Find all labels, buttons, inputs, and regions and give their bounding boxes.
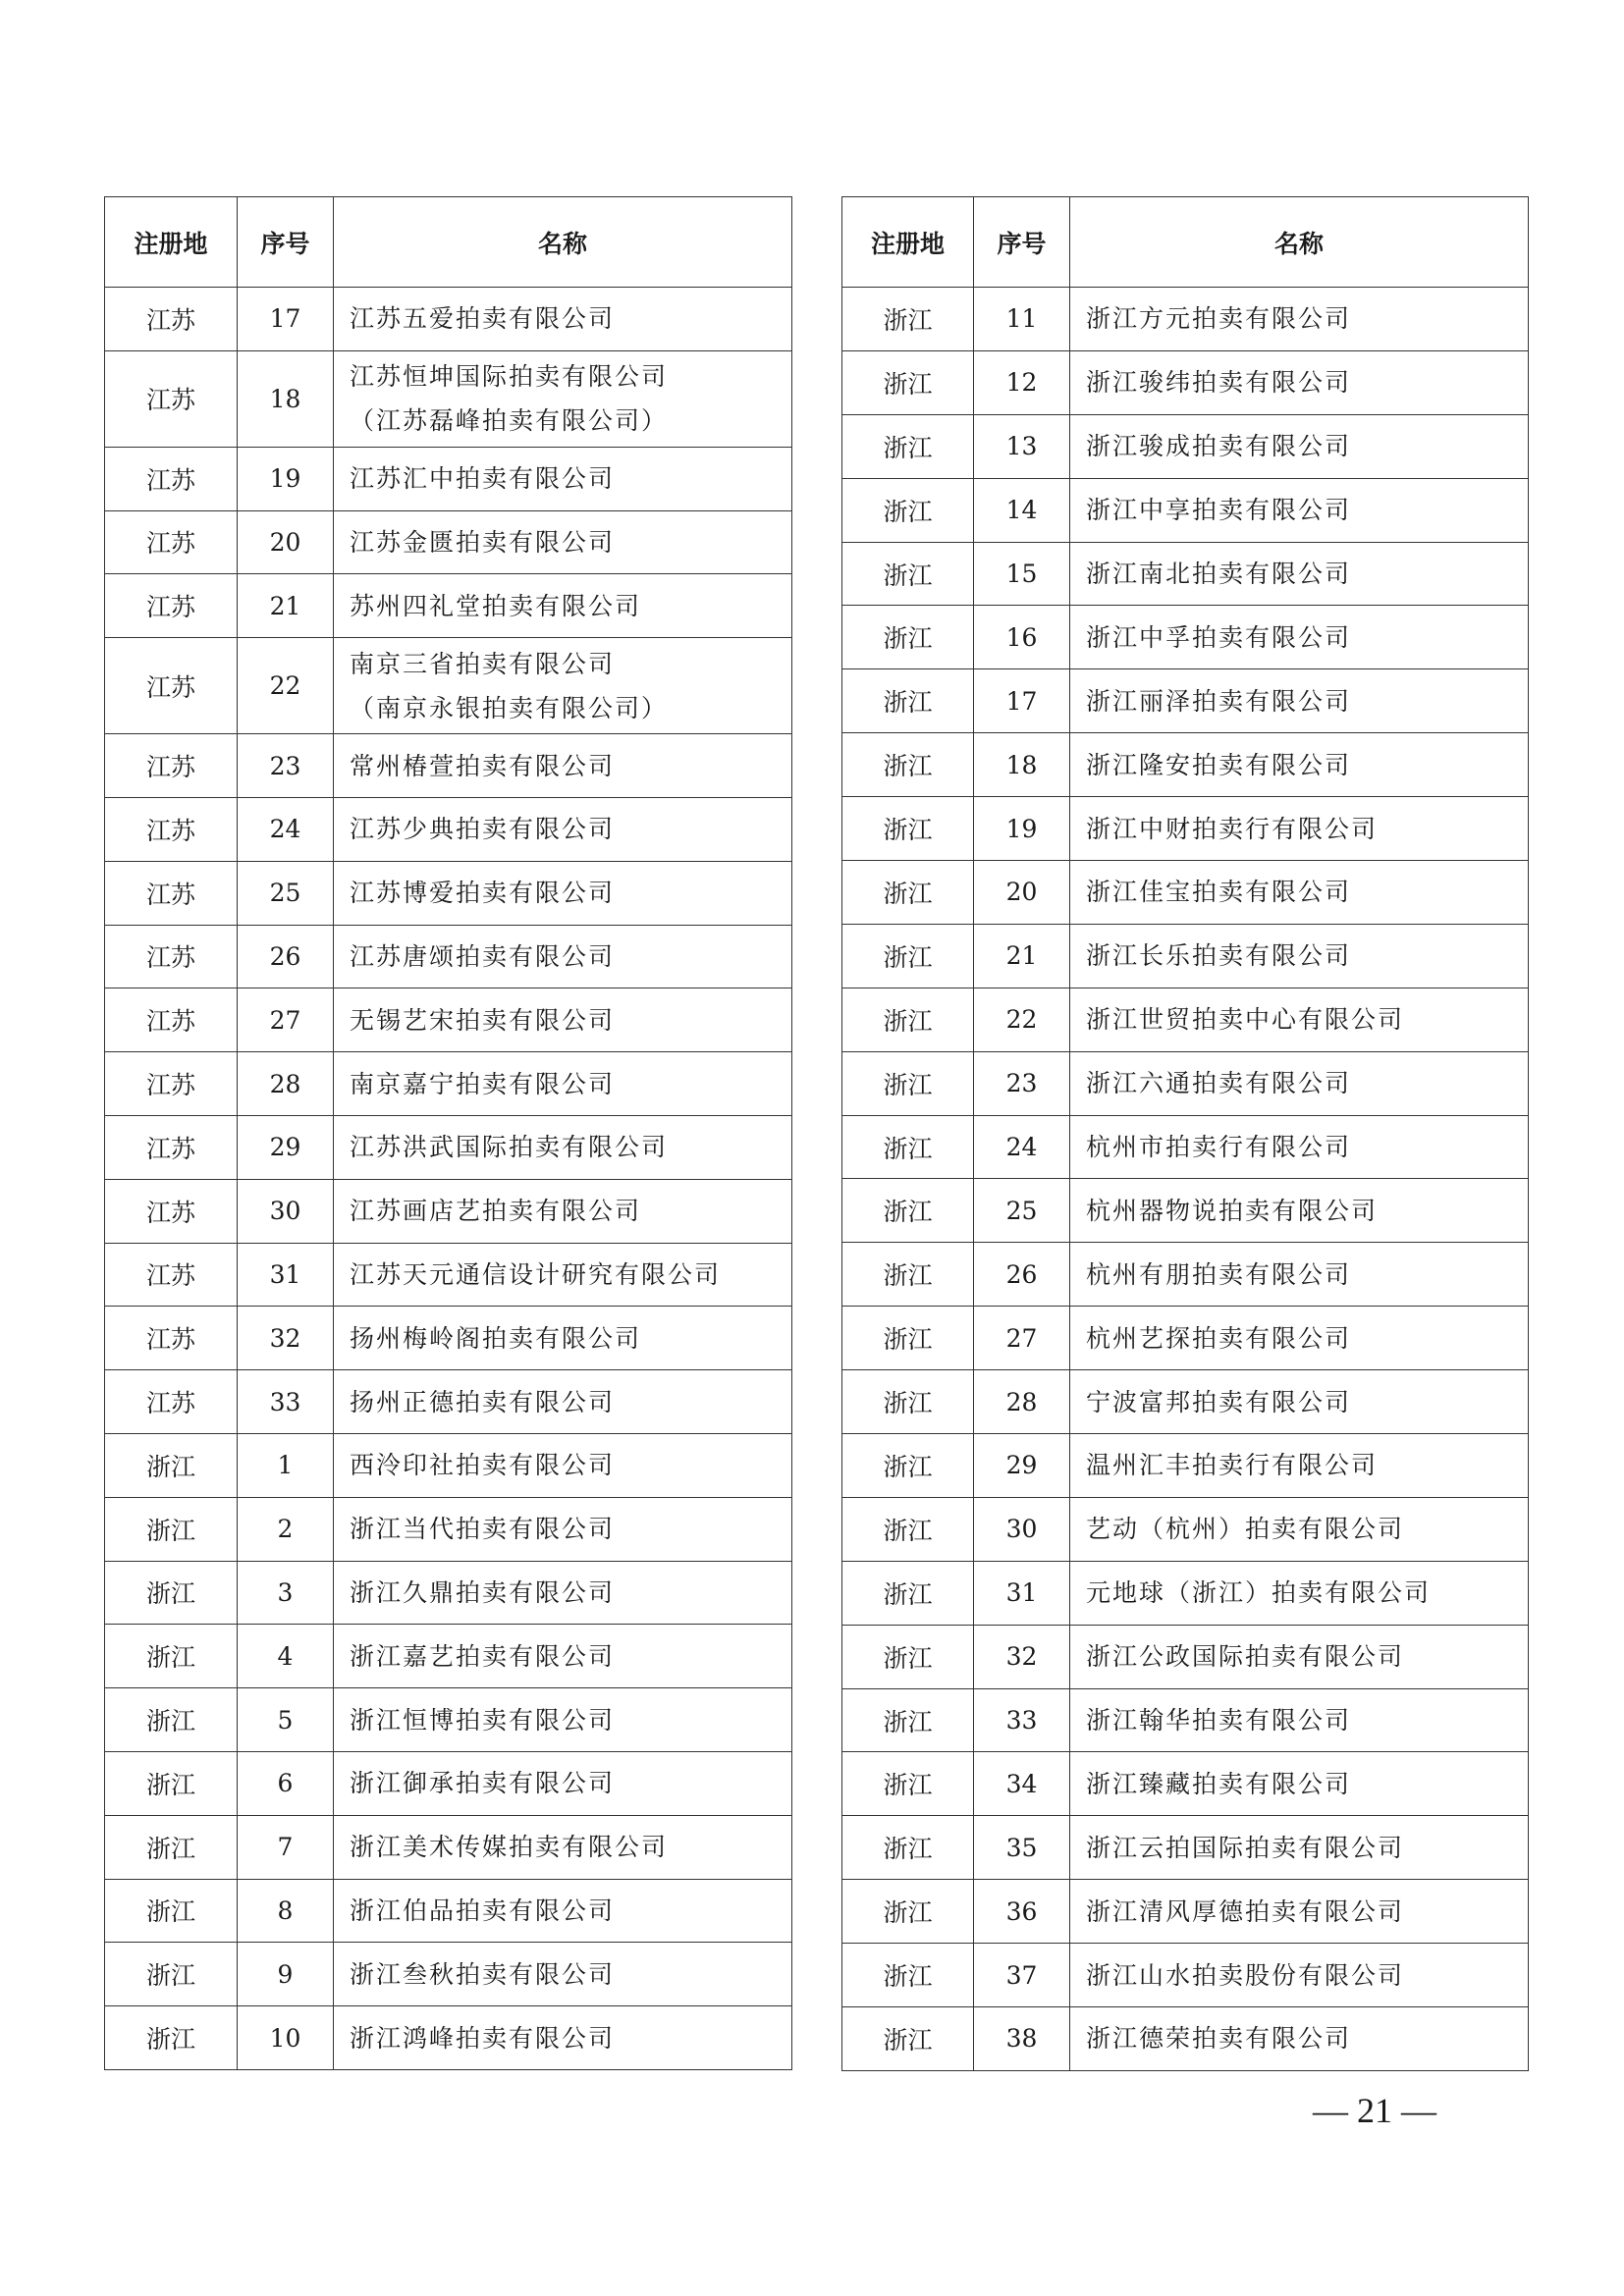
region-cell: 浙江 (105, 1751, 238, 1815)
table-row (105, 1561, 792, 1625)
seq-cell: 19 (238, 447, 334, 510)
company-name-cell (334, 288, 792, 351)
region-cell: 浙江 (842, 414, 974, 478)
company-name: 浙江骏成拍卖有限公司 (1086, 432, 1352, 461)
company-name-cell (1070, 924, 1529, 988)
table-row (105, 1751, 792, 1815)
company-name-cell (334, 638, 792, 734)
region-cell: 浙江 (842, 797, 974, 861)
table-row (842, 1688, 1529, 1752)
table-row (842, 350, 1529, 414)
region-cell: 浙江 (842, 350, 974, 414)
region-cell: 江苏 (105, 861, 238, 925)
company-name-cell (1070, 1115, 1529, 1179)
company-name: 浙江鸿峰拍卖有限公司 (350, 2023, 616, 2053)
seq-cell: 24 (238, 797, 334, 861)
region-cell: 江苏 (105, 1307, 238, 1370)
table-row (105, 734, 792, 798)
seq-cell: 27 (974, 1307, 1070, 1370)
company-name: 扬州正德拍卖有限公司 (350, 1387, 616, 1416)
company-name-cell (1070, 861, 1529, 925)
company-name: 浙江长乐拍卖有限公司 (1086, 941, 1352, 971)
table-row (842, 478, 1529, 542)
company-name: 浙江丽泽拍卖有限公司 (1086, 686, 1352, 716)
seq-cell: 8 (238, 1879, 334, 1943)
company-name-cell (1070, 414, 1529, 478)
table-row (105, 1879, 792, 1943)
region-cell: 浙江 (105, 1879, 238, 1943)
company-name-cell (1070, 1816, 1529, 1880)
company-name: 浙江隆安拍卖有限公司 (1086, 750, 1352, 779)
seq-cell: 4 (238, 1625, 334, 1688)
region-cell: 浙江 (842, 1944, 974, 2007)
company-name-cell (334, 1115, 792, 1179)
region-cell: 浙江 (842, 1625, 974, 1688)
company-name: 浙江德荣拍卖有限公司 (1086, 2024, 1352, 2054)
company-name: 浙江中享拍卖有限公司 (1086, 496, 1352, 525)
region-cell: 浙江 (105, 2006, 238, 2070)
company-name-cell (1070, 2007, 1529, 2071)
company-name-cell (334, 1561, 792, 1625)
seq-cell: 28 (974, 1370, 1070, 1434)
seq-cell: 14 (974, 478, 1070, 542)
seq-cell: 25 (974, 1179, 1070, 1243)
company-name: 苏州四礼堂拍卖有限公司 (350, 591, 642, 620)
company-name: 江苏博爱拍卖有限公司 (350, 879, 616, 908)
table-row (105, 1307, 792, 1370)
seq-cell: 13 (974, 414, 1070, 478)
company-name-cell (334, 1243, 792, 1307)
seq-cell: 25 (238, 861, 334, 925)
company-name-cell (1070, 1051, 1529, 1115)
company-name-cell (1070, 1625, 1529, 1688)
region-cell: 浙江 (842, 1752, 974, 1816)
company-name: 南京三省拍卖有限公司 (350, 649, 616, 678)
table-row (842, 542, 1529, 606)
seq-cell: 18 (974, 733, 1070, 797)
company-table-right (841, 196, 1529, 2071)
table-row (842, 1880, 1529, 1944)
company-name-cell (334, 510, 792, 574)
region-cell: 浙江 (842, 1880, 974, 1944)
seq-cell: 12 (974, 350, 1070, 414)
seq-cell: 29 (238, 1115, 334, 1179)
seq-cell: 1 (238, 1433, 334, 1497)
seq-cell: 30 (974, 1497, 1070, 1561)
seq-cell: 9 (238, 1943, 334, 2006)
table-row (842, 1944, 1529, 2007)
company-name-cell (334, 447, 792, 510)
seq-cell: 5 (238, 1688, 334, 1752)
company-name: 浙江叁秋拍卖有限公司 (350, 1959, 616, 1989)
company-name: 无锡艺宋拍卖有限公司 (350, 1005, 616, 1035)
seq-cell: 18 (238, 350, 334, 447)
company-name-cell (1070, 1179, 1529, 1243)
company-table-left (104, 196, 792, 2070)
company-name-cell (1070, 1497, 1529, 1561)
company-name-cell (334, 1307, 792, 1370)
region-cell: 江苏 (105, 350, 238, 447)
table-row (842, 1115, 1529, 1179)
company-name: 浙江世贸拍卖中心有限公司 (1086, 1005, 1405, 1035)
company-name-cell (334, 1879, 792, 1943)
header-name: 名称 (1070, 197, 1529, 288)
table-row (842, 861, 1529, 925)
company-name: 温州汇丰拍卖行有限公司 (1086, 1451, 1379, 1480)
company-name: 浙江山水拍卖股份有限公司 (1086, 1960, 1405, 1990)
region-cell: 浙江 (842, 542, 974, 606)
region-cell: 浙江 (842, 1816, 974, 1880)
table-row (105, 1243, 792, 1307)
company-name: 浙江当代拍卖有限公司 (350, 1515, 616, 1544)
company-name-cell (1070, 1370, 1529, 1434)
seq-cell: 26 (238, 925, 334, 988)
header-region: 注册地 (842, 197, 974, 288)
company-name: 浙江六通拍卖有限公司 (1086, 1069, 1352, 1098)
seq-cell: 17 (238, 288, 334, 351)
region-cell: 浙江 (105, 1943, 238, 2006)
company-name-cell (334, 1688, 792, 1752)
table-row (842, 288, 1529, 351)
company-name-cell (334, 574, 792, 638)
table-row (105, 510, 792, 574)
company-name-cell (334, 350, 792, 447)
company-name-cell (1070, 733, 1529, 797)
table-row (842, 1752, 1529, 1816)
seq-cell: 28 (238, 1052, 334, 1116)
region-cell: 浙江 (842, 1497, 974, 1561)
seq-cell: 21 (238, 574, 334, 638)
seq-cell: 33 (238, 1370, 334, 1434)
table-row (842, 1370, 1529, 1434)
table-row (105, 1688, 792, 1752)
table-row (842, 1497, 1529, 1561)
table-row (105, 1815, 792, 1879)
region-cell: 江苏 (105, 797, 238, 861)
company-name: 浙江恒博拍卖有限公司 (350, 1705, 616, 1735)
company-name-cell (334, 1433, 792, 1497)
company-name: 江苏天元通信设计研究有限公司 (350, 1259, 722, 1289)
table-row (105, 1052, 792, 1116)
header-seq: 序号 (238, 197, 334, 288)
seq-cell: 20 (238, 510, 334, 574)
region-cell: 江苏 (105, 925, 238, 988)
company-name: 浙江南北拍卖有限公司 (1086, 560, 1352, 588)
company-name: 杭州艺探拍卖有限公司 (1086, 1323, 1352, 1353)
table-row (105, 1370, 792, 1434)
company-name: 扬州梅岭阁拍卖有限公司 (350, 1323, 642, 1353)
region-cell: 浙江 (842, 1051, 974, 1115)
table-row (105, 797, 792, 861)
region-cell: 浙江 (842, 1688, 974, 1752)
region-cell: 浙江 (842, 924, 974, 988)
company-name-cell (334, 1179, 792, 1243)
region-cell: 江苏 (105, 510, 238, 574)
table-row (842, 1179, 1529, 1243)
seq-cell: 30 (238, 1179, 334, 1243)
company-name-cell (1070, 1944, 1529, 2007)
region-cell: 浙江 (105, 1688, 238, 1752)
company-name: 浙江翰华拍卖有限公司 (1086, 1706, 1352, 1735)
company-name-cell (1070, 1307, 1529, 1370)
seq-cell: 19 (974, 797, 1070, 861)
table-row (842, 797, 1529, 861)
company-name-cell (1070, 1752, 1529, 1816)
company-name-cell (1070, 606, 1529, 669)
company-name: 浙江公政国际拍卖有限公司 (1086, 1642, 1405, 1672)
company-name-cell (1070, 350, 1529, 414)
table-row (842, 988, 1529, 1051)
table-header-row (842, 197, 1529, 288)
seq-cell: 32 (974, 1625, 1070, 1688)
company-name-cell (334, 797, 792, 861)
company-name: 杭州市拍卖行有限公司 (1086, 1133, 1352, 1162)
table-row (842, 1434, 1529, 1498)
table-row (842, 606, 1529, 669)
region-cell: 浙江 (842, 861, 974, 925)
seq-cell: 15 (974, 542, 1070, 606)
company-name-cell (1070, 988, 1529, 1051)
company-name-cell (334, 925, 792, 988)
region-cell: 浙江 (842, 1115, 974, 1179)
seq-cell: 7 (238, 1815, 334, 1879)
table-row (105, 925, 792, 988)
region-cell: 江苏 (105, 1052, 238, 1116)
table-header-row (105, 197, 792, 288)
table-row (105, 1115, 792, 1179)
seq-cell: 2 (238, 1497, 334, 1561)
table-row (842, 414, 1529, 478)
company-name: 浙江美术传媒拍卖有限公司 (350, 1833, 669, 1862)
table-row (105, 288, 792, 351)
seq-cell: 35 (974, 1816, 1070, 1880)
company-name: 浙江云拍国际拍卖有限公司 (1086, 1833, 1405, 1862)
table-row (105, 1943, 792, 2006)
region-cell: 浙江 (842, 1370, 974, 1434)
table-row (842, 1243, 1529, 1307)
company-name: 江苏金匮拍卖有限公司 (350, 527, 616, 557)
table-row (105, 447, 792, 510)
company-name: 浙江中财拍卖行有限公司 (1086, 814, 1379, 843)
seq-cell: 33 (974, 1688, 1070, 1752)
seq-cell: 31 (974, 1561, 1070, 1625)
seq-cell: 21 (974, 924, 1070, 988)
company-name: 元地球（浙江）拍卖有限公司 (1086, 1578, 1432, 1608)
region-cell: 浙江 (105, 1815, 238, 1879)
company-name-cell (1070, 288, 1529, 351)
seq-cell: 10 (238, 2006, 334, 2070)
region-cell: 浙江 (842, 478, 974, 542)
company-name: 浙江伯品拍卖有限公司 (350, 1896, 616, 1925)
company-name: 浙江佳宝拍卖有限公司 (1086, 878, 1352, 907)
company-name-cell (334, 1943, 792, 2006)
region-cell: 浙江 (842, 669, 974, 733)
seq-cell: 23 (974, 1051, 1070, 1115)
region-cell: 江苏 (105, 1115, 238, 1179)
seq-cell: 37 (974, 1944, 1070, 2007)
company-name: 浙江久鼎拍卖有限公司 (350, 1577, 616, 1607)
seq-cell: 31 (238, 1243, 334, 1307)
region-cell: 浙江 (105, 1561, 238, 1625)
company-name-cell (1070, 542, 1529, 606)
company-name: 浙江方元拍卖有限公司 (1086, 304, 1352, 334)
company-name: 杭州器物说拍卖有限公司 (1086, 1196, 1379, 1225)
company-name: 江苏少典拍卖有限公司 (350, 815, 616, 844)
company-former-name: （南京永银拍卖有限公司） (350, 693, 669, 722)
company-name-cell (1070, 797, 1529, 861)
table-row (105, 988, 792, 1052)
seq-cell: 23 (238, 734, 334, 798)
region-cell: 江苏 (105, 1370, 238, 1434)
table-row (105, 1433, 792, 1497)
table-row (842, 924, 1529, 988)
company-name-cell (1070, 1688, 1529, 1752)
company-name: 江苏汇中拍卖有限公司 (350, 464, 616, 494)
company-name-cell (1070, 1243, 1529, 1307)
seq-cell: 22 (974, 988, 1070, 1051)
seq-cell: 32 (238, 1307, 334, 1370)
company-name-cell (1070, 1880, 1529, 1944)
region-cell: 浙江 (105, 1497, 238, 1561)
seq-cell: 22 (238, 638, 334, 734)
company-name-cell (334, 861, 792, 925)
company-name: 西泠印社拍卖有限公司 (350, 1451, 616, 1480)
company-name: 杭州有朋拍卖有限公司 (1086, 1259, 1352, 1289)
region-cell: 江苏 (105, 574, 238, 638)
region-cell: 浙江 (842, 733, 974, 797)
seq-cell: 36 (974, 1880, 1070, 1944)
region-cell: 浙江 (842, 1434, 974, 1498)
company-name: 浙江中孚拍卖有限公司 (1086, 622, 1352, 652)
table-row (105, 861, 792, 925)
company-name-cell (334, 988, 792, 1052)
company-name-cell (1070, 1561, 1529, 1625)
seq-cell: 27 (238, 988, 334, 1052)
region-cell: 浙江 (105, 1625, 238, 1688)
company-former-name: （江苏磊峰拍卖有限公司） (350, 406, 669, 436)
region-cell: 浙江 (842, 2007, 974, 2071)
seq-cell: 26 (974, 1243, 1070, 1307)
seq-cell: 20 (974, 861, 1070, 925)
region-cell: 浙江 (842, 606, 974, 669)
table-row (105, 1497, 792, 1561)
region-cell: 江苏 (105, 1179, 238, 1243)
company-name-cell (1070, 478, 1529, 542)
table-body-right (842, 288, 1529, 2071)
company-name: 江苏恒坤国际拍卖有限公司 (350, 362, 669, 392)
table-row (842, 1051, 1529, 1115)
company-name-cell (1070, 669, 1529, 733)
table-row (842, 733, 1529, 797)
company-name-cell (334, 1052, 792, 1116)
seq-cell: 38 (974, 2007, 1070, 2071)
company-name: 浙江嘉艺拍卖有限公司 (350, 1641, 616, 1671)
page-number: — 21 — (1313, 2091, 1436, 2130)
company-name: 浙江臻藏拍卖有限公司 (1086, 1769, 1352, 1798)
company-name-cell (1070, 1434, 1529, 1498)
region-cell: 江苏 (105, 447, 238, 510)
table-row (105, 638, 792, 734)
region-cell: 江苏 (105, 734, 238, 798)
table-row (105, 1179, 792, 1243)
company-name: 江苏画店艺拍卖有限公司 (350, 1197, 642, 1226)
region-cell: 浙江 (842, 1307, 974, 1370)
header-seq: 序号 (974, 197, 1070, 288)
region-cell: 浙江 (842, 288, 974, 351)
company-name: 江苏洪武国际拍卖有限公司 (350, 1133, 669, 1162)
company-name-cell (334, 1497, 792, 1561)
seq-cell: 29 (974, 1434, 1070, 1498)
header-name: 名称 (334, 197, 792, 288)
company-name: 宁波富邦拍卖有限公司 (1086, 1387, 1352, 1416)
table-row (842, 1816, 1529, 1880)
company-name-cell (334, 734, 792, 798)
company-name: 艺动（杭州）拍卖有限公司 (1086, 1515, 1405, 1544)
seq-cell: 24 (974, 1115, 1070, 1179)
company-name-cell (334, 1815, 792, 1879)
table-row (842, 1307, 1529, 1370)
region-cell: 江苏 (105, 988, 238, 1052)
company-name-cell (334, 1751, 792, 1815)
seq-cell: 6 (238, 1751, 334, 1815)
region-cell: 江苏 (105, 288, 238, 351)
company-name: 浙江清风厚德拍卖有限公司 (1086, 1896, 1405, 1926)
table-row (842, 1625, 1529, 1688)
company-name: 浙江骏纬拍卖有限公司 (1086, 368, 1352, 398)
table-row (842, 669, 1529, 733)
table-row (842, 2007, 1529, 2071)
seq-cell: 17 (974, 669, 1070, 733)
table-body-left (105, 288, 792, 2070)
region-cell: 浙江 (842, 1179, 974, 1243)
region-cell: 浙江 (842, 1561, 974, 1625)
region-cell: 江苏 (105, 638, 238, 734)
region-cell: 江苏 (105, 1243, 238, 1307)
company-name: 常州椿萱拍卖有限公司 (350, 751, 616, 780)
seq-cell: 11 (974, 288, 1070, 351)
company-name: 江苏唐颂拍卖有限公司 (350, 941, 616, 971)
company-name-cell (334, 1370, 792, 1434)
company-name: 南京嘉宁拍卖有限公司 (350, 1069, 616, 1098)
region-cell: 浙江 (842, 1243, 974, 1307)
seq-cell: 16 (974, 606, 1070, 669)
region-cell: 浙江 (842, 988, 974, 1051)
table-row (842, 1561, 1529, 1625)
company-name: 江苏五爱拍卖有限公司 (350, 304, 616, 334)
seq-cell: 34 (974, 1752, 1070, 1816)
company-name-cell (334, 2006, 792, 2070)
table-row (105, 350, 792, 447)
table-row (105, 574, 792, 638)
company-name: 浙江御承拍卖有限公司 (350, 1769, 616, 1798)
company-name-cell (334, 1625, 792, 1688)
table-row (105, 1625, 792, 1688)
region-cell: 浙江 (105, 1433, 238, 1497)
table-row (105, 2006, 792, 2070)
seq-cell: 3 (238, 1561, 334, 1625)
header-region: 注册地 (105, 197, 238, 288)
